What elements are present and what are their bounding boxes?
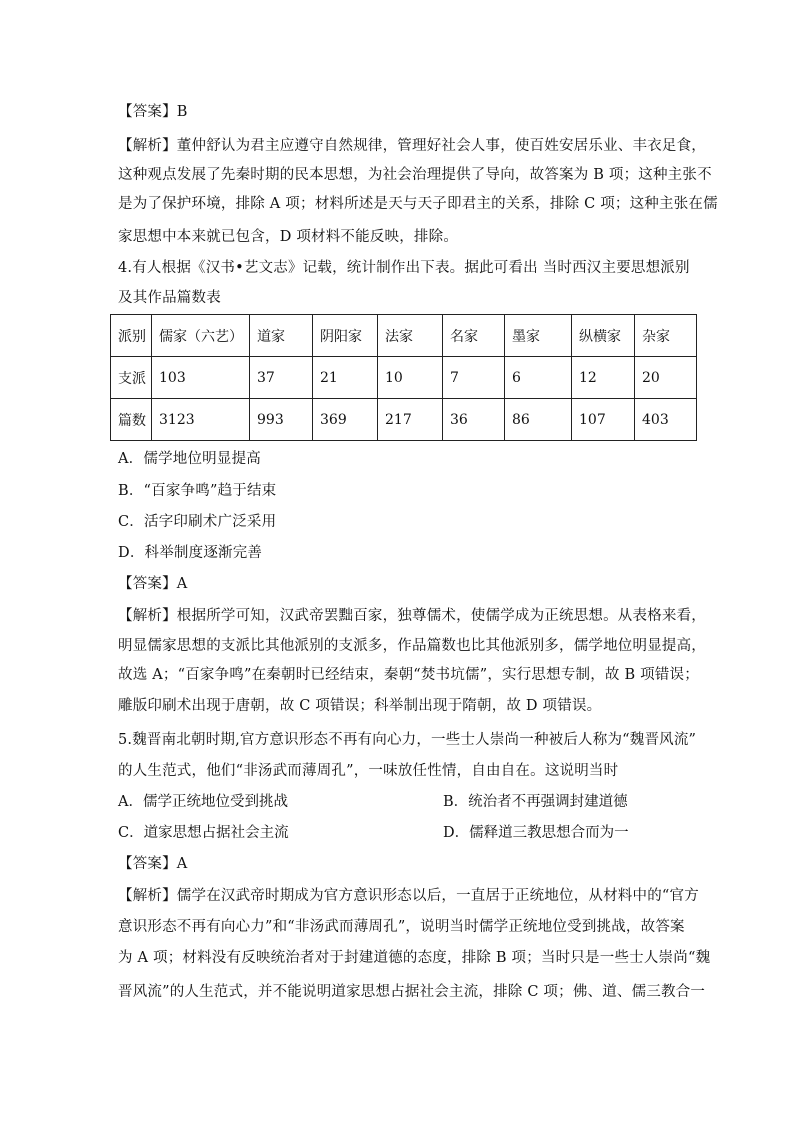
table-row [111,399,697,441]
table-cell: 6 [505,357,572,399]
table-cell: 道家 [250,315,313,357]
q4-data-table [110,314,697,441]
q4-option-d: D．科举制度逐渐完善 [118,545,263,561]
table-cell: 纵横家 [572,315,635,357]
table-row [111,315,697,357]
table-cell: 儒家（六艺） [152,315,250,357]
q5-analysis-line-2: 意识形态不再有向心力”和“非汤武而薄周孔”，说明当时儒学正统地位受到挑战，故答案 [118,919,685,935]
table-cell: 103 [152,357,250,399]
q5-analysis-line-1: 【解析】儒学在汉武帝时期成为官方意识形态以后，一直居于正统地位，从材料中的“官方 [118,888,699,904]
table-cell: 217 [378,399,443,441]
table-cell: 7 [443,357,505,399]
q4-analysis-line-2: 明显儒家思想的支派比其他派别的支派多，作品篇数也比其他派别多，儒学地位明显提高， [118,638,706,654]
q4-option-a: A．儒学地位明显提高 [118,451,261,467]
q5-answer: 【答案】A [118,856,188,872]
table-cell: 36 [443,399,505,441]
table-cell: 86 [505,399,572,441]
q3-analysis-line-3: 是为了保护环境，排除 A 项；材料所述是天与天子即君主的关系，排除 C 项；这种主张在儒 [118,196,718,212]
table-cell: 墨家 [505,315,572,357]
q5-option-c: C．道家思想占据社会主流 [118,825,289,841]
table-cell: 阴阳家 [313,315,378,357]
table-cell: 12 [572,357,635,399]
q5-option-d: D．儒释道三教思想合而为一 [443,825,629,841]
table-cell: 993 [250,399,313,441]
table-cell: 10 [378,357,443,399]
q4-answer: 【答案】A [118,576,188,592]
q4-stem-line-2: 及其作品篇数表 [118,290,221,306]
q4-analysis-line-4: 雕版印刷术出现于唐朝，故 C 项错误；科举制出现于隋朝，故 D 项错误。 [118,698,602,714]
table-cell: 派别 [111,315,152,357]
table-cell: 369 [313,399,378,441]
table-cell: 3123 [152,399,250,441]
table-cell: 107 [572,399,635,441]
table-cell: 法家 [378,315,443,357]
table-cell: 20 [635,357,697,399]
q5-option-a: A．儒学正统地位受到挑战 [118,794,288,810]
q4-option-c: C．活字印刷术广泛采用 [118,514,277,530]
q4-analysis-line-3: 故选 A；“百家争鸣”在秦朝时已经结束，秦朝“焚书坑儒”，实行思想专制，故 B 项错误； [118,667,699,683]
q5-analysis-line-4: 晋风流”的人生范式，并不能说明道家思想占据社会主流，排除 C 项；佛、道、儒三教合一 [118,984,706,1000]
table-cell: 37 [250,357,313,399]
q4-stem-line-1: 4.有人根据《汉书•艺文志》记载，统计制作出下表。据此可看出 当时西汉主要思想派别 [118,260,690,276]
table-cell: 21 [313,357,378,399]
table-row [111,357,697,399]
q5-stem-line-1: 5.魏晋南北朝时期,官方意识形态不再有向心力，一些士人崇尚一种被后人称为“魏晋风流” [118,732,697,748]
q3-analysis-line-1: 【解析】董仲舒认为君主应遵守自然规律，管理好社会人事，使百姓安居乐业、丰衣足食， [118,138,706,154]
q3-analysis-line-2: 这种观点发展了先秦时期的民本思想，为社会治理提供了导向，故答案为 B 项；这种主张不 [118,167,712,183]
q5-analysis-line-3: 为 A 项；材料没有反映统治者对于封建道德的态度，排除 B 项；当时只是一些士人崇尚“魏 [118,950,711,966]
table-cell: 杂家 [635,315,697,357]
q3-analysis-line-4: 家思想中本来就已包含，D 项材料不能反映，排除。 [118,229,459,245]
table-cell: 支派 [111,357,152,399]
table-cell: 篇数 [111,399,152,441]
q4-analysis-line-1: 【解析】根据所学可知，汉武帝罢黜百家，独尊儒术，使儒学成为正统思想。从表格来看， [118,608,706,624]
table-cell: 403 [635,399,697,441]
q3-answer: 【答案】B [118,104,188,120]
q5-stem-line-2: 的人生范式，他们“非汤武而薄周孔”，一味放任性情，自由自在。这说明当时 [118,763,619,779]
table-cell: 名家 [443,315,505,357]
q4-option-b: B．“百家争鸣”趋于结束 [118,483,277,499]
q5-option-b: B．统治者不再强调封建道德 [443,794,628,810]
